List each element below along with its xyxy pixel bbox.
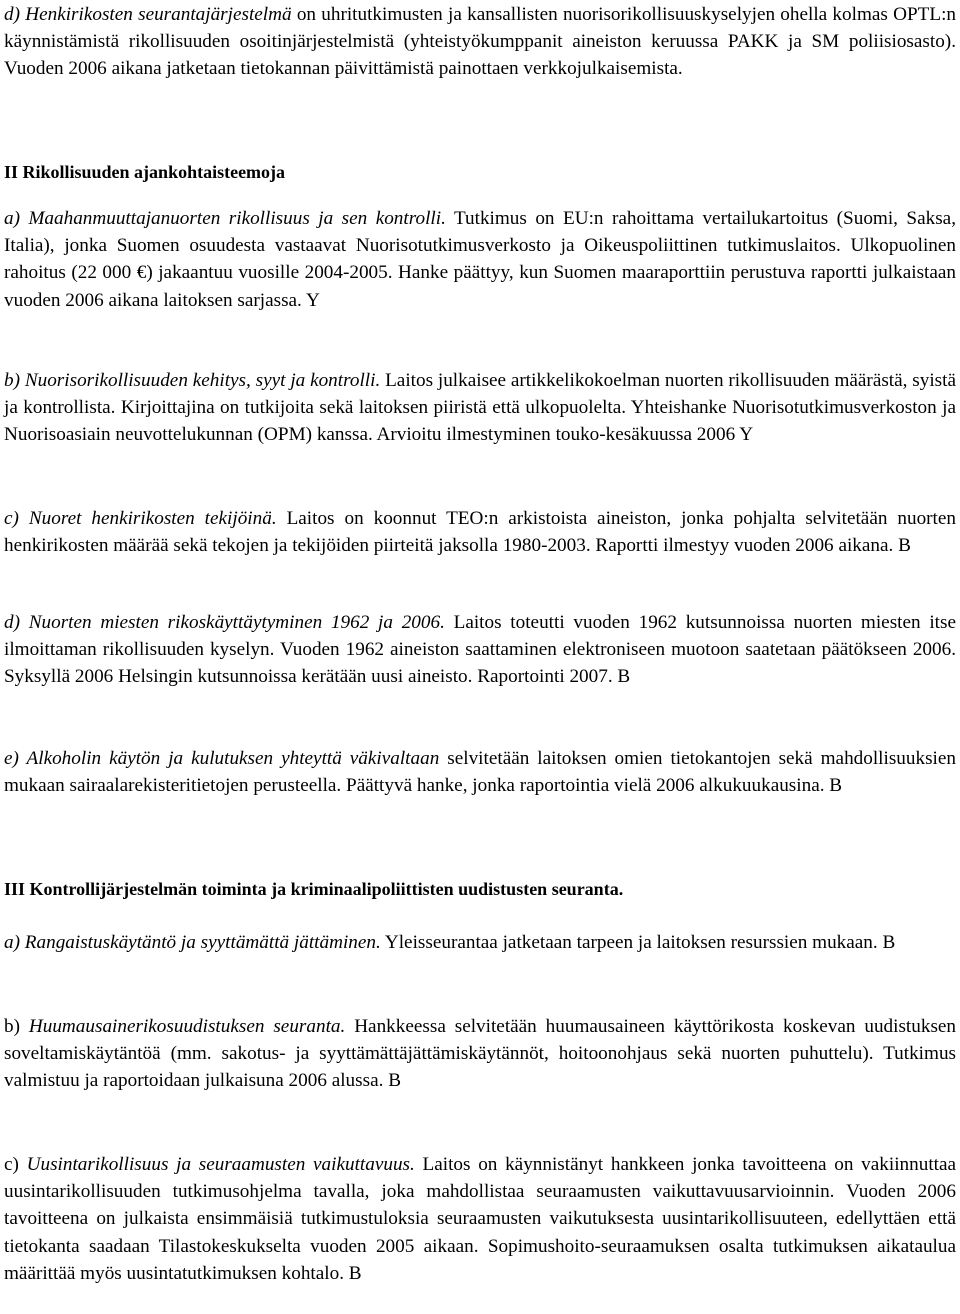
paragraph-prefix: b) [4,1016,29,1037]
paragraph-title: d) Henkirikosten seurantajärjestelmä [4,4,292,25]
paragraph-title: Uusintarikollisuus ja seuraamusten vaikuttavuus. [26,1154,415,1175]
paragraph-title: d) Nuorten miesten rikoskäyttäytyminen 1962 ja 2006. [4,612,445,633]
paragraph-maahanmuuttajanuoret [4,205,956,314]
paragraph-body: Laitos on koonnut TEO:n arkistoista aineiston, jonka pohjalta selvitetään nuorten henkirikosten määrää sekä tekojen ja tekijöiden piirteitä jaksolla 1980-2003. Raportti ilmestyy vuoden 2006 aikana. B [4,508,956,557]
paragraph-nuorten-miesten-rikoskayttaytyminen [4,609,956,691]
paragraph-body: selvitetään laitoksen omien tietokantojen sekä mahdollisuuksien mukaan sairaalarekisteritietojen perusteella. Päättyvä hanke, jonka raportointia vielä 2006 alkukuukausina. B [4,748,956,797]
paragraph-body: Tutkimus on EU:n rahoittama vertailukartoitus (Suomi, Saksa, Italia), jonka Suomen osuudesta vastaavat Nuorisotutkimusverkosto ja Oikeuspoliittinen tutkimuslaitos. Ulkopuolinen rahoitus (22 000 €) jakaantuu vuosille 2004-2005. Hanke päättyy, kun Suomen maaraporttiin perustuva raportti julkaistaan vuoden 2006 aikana laitoksen sarjassa. Y [4,208,956,311]
paragraph-alkoholi-vakivalta [4,745,956,799]
paragraph-henkirikosten-seuranta [4,1,956,83]
paragraph-body: Laitos on käynnistänyt hankkeen jonka tavoitteena on vakiinnuttaa uusintarikollisuuden tutkimusohjelma tavalla, joka mahdollistaa seuraamusten vaikuttavuusarvioinnin. Vuoden 2006 tavoitteena on julkaista ensimmäisiä tutkimustuloksia seuraamusten vaikutuksesta uusintarikollisuuteen, edellyttäen että tietokanta saadaan Tilastokeskukselta vuoden 2005 aikaan. Sopimushoito-seuraamuksen osalta tutkimuksen aikataulua määrittää myös uusintatutkimuksen kohtalo. B [4,1154,957,1284]
paragraph-title: c) Nuoret henkirikosten tekijöinä. [4,508,277,529]
paragraph-body: Hankkeessa selvitetään huumausaineen käyttörikosta koskevan uudistuksen soveltamiskäytäntöä (mm. sakotus- ja syyttämättäjättämiskäytännöt, hoitoonohjaus sekä nuorten puhuttelu). Tutkimus valmistuu ja raportoidaan julkaisuna 2006 alussa. B [4,1016,957,1092]
paragraph-huumausainerikosuudistus [4,1013,956,1095]
paragraph-title: e) Alkoholin käytön ja kulutuksen yhteyttä väkivaltaan [4,748,440,769]
paragraph-body: Laitos toteutti vuoden 1962 kutsunnoissa nuorten miesten itse ilmoittaman rikollisuuden kyselyn. Vuoden 1962 aineiston saattaminen elektroniseen muotoon saatetaan päätökseen 2006. Syksyllä 2006 Helsingin kutsunnoissa kerätään uusi aineisto. Raportointi 2007. B [4,612,956,688]
paragraph-rangaistuskaytanto [4,929,956,956]
paragraph-body: Laitos julkaisee artikkelikokoelman nuorten rikollisuuden määrästä, syistä ja kontrollista. Kirjoittajina on tutkijoita sekä laitoksen piiristä että ulkopuolelta. Yhteishanke Nuorisotutkimusverkoston ja Nuorisoasiain neuvottelukunnan (OPM) kanssa. Arvioitu ilmestyminen touko-kesäkuussa 2006 Y [4,370,956,446]
paragraph-body: on uhritutkimusten ja kansallisten nuorisorikollisuuskyselyjen ohella kolmas OPTL:n käynnistämistä rikollisuuden osoitinjärjestelmistä (yhteistyökumppanit aineiston keruussa PAKK ja SM poliisiosasto). Vuoden 2006 aikana jatketaan tietokannan päivittämistä painottaen verkkojulkaisemista. [4,4,956,80]
paragraph-nuorisorikollisuus [4,367,956,449]
paragraph-title: a) Rangaistuskäytäntö ja syyttämättä jättäminen. [4,932,381,953]
paragraph-nuoret-henkirikokset [4,505,956,559]
paragraph-prefix: c) [4,1154,27,1175]
paragraph-title: a) Maahanmuuttajanuorten rikollisuus ja sen kontrolli. [4,208,446,229]
section-heading-iii: III Kontrollijärjestelmän toiminta ja kriminaalipoliittisten uudistusten seuranta. [4,879,624,899]
paragraph-title: b) Nuorisorikollisuuden kehitys, syyt ja kontrolli. [4,370,381,391]
paragraph-title: Huumausainerikosuudistuksen seuranta. [28,1016,346,1037]
paragraph-body: Yleisseurantaa jatketaan tarpeen ja laitoksen resurssien mukaan. B [380,932,896,953]
paragraph-uusintarikollisuus [4,1151,956,1287]
section-heading-ii: II Rikollisuuden ajankohtaisteemoja [4,162,286,182]
